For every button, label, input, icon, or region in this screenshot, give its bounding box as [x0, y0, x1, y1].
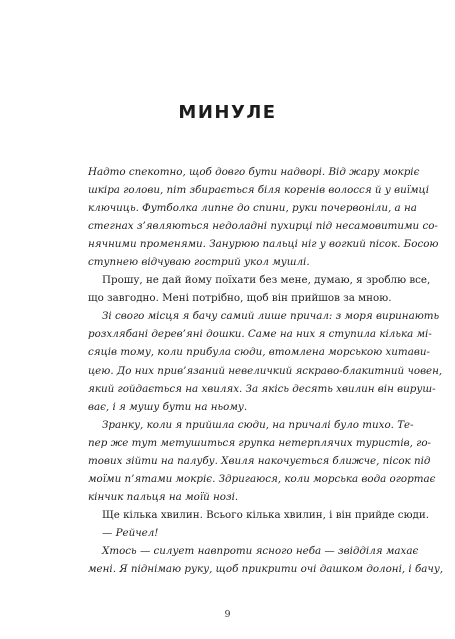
text-line: моїми п’ятами мокріє. Здригаюся, коли морська вода огортає: [88, 472, 436, 485]
text-line: мені. Я піднімаю руку, щоб прикрити очі дашком долоні, і бачу,: [88, 563, 444, 576]
text-line: Зранку, коли я прийшла сюди, на причалі було тихо. Те-: [102, 418, 414, 431]
dialogue-line: — Рейчел!: [102, 526, 159, 539]
text-line: стегнах з’являються недоладні пухирці під несамовитими со-: [88, 220, 438, 233]
body-text: [88, 163, 444, 578]
text-line: пер же тут метушиться групка нетерплячих туристів, го-: [88, 436, 432, 449]
text-line: кінчик пальця на моїй нозі.: [88, 490, 239, 503]
text-line: Надто спекотно, щоб довго бути надворі. Від жару мокріє: [88, 166, 420, 178]
text-line: Ще кілька хвилин. Всього кілька хвилин, і він прийде сюди.: [102, 508, 430, 521]
page-number: 9: [224, 609, 231, 620]
text-line: цею. До них прив’язаний невеличкий яскраво-блакитний човен,: [88, 364, 443, 377]
text-line: Прошу, не дай йому поїхати без мене, думаю, я зроблю все,: [102, 274, 431, 287]
text-line: Зі свого місця я бачу самий лише причал: з моря виринають: [102, 310, 440, 323]
chapter-title: МИНУЛЕ: [178, 102, 277, 123]
text-line: тових зійти на палубу. Хвиля накочується ближче, пісок під: [88, 454, 431, 467]
text-line: Хтось — силует навпроти ясного неба — звідділя махає: [102, 544, 419, 557]
text-line: шкіра голови, піт збирається біля коренів волосся й у виїмці: [88, 184, 430, 197]
text-line: розхлябані дерев’яні дошки. Саме на них я ступила кілька мі-: [88, 328, 432, 341]
text-line: ступнею відчуваю гострий укол мушлі.: [88, 256, 310, 269]
text-line: нячними променями. Занурюю пальці ніг у вогкий пісок. Босою: [88, 238, 439, 251]
text-line: ває, і я мушу бути на ньому.: [88, 400, 248, 413]
text-line: що завгодно. Мені потрібно, щоб він прийшов за мною.: [88, 292, 392, 305]
text-line: сяців тому, коли прибула сюди, втомлена морською хитави-: [88, 346, 430, 359]
text-line: ключиць. Футболка липне до спини, руки почервоніли, а на: [88, 202, 417, 215]
text-line: який гойдається на хвилях. За якісь десять хвилин він вируш-: [88, 382, 436, 395]
